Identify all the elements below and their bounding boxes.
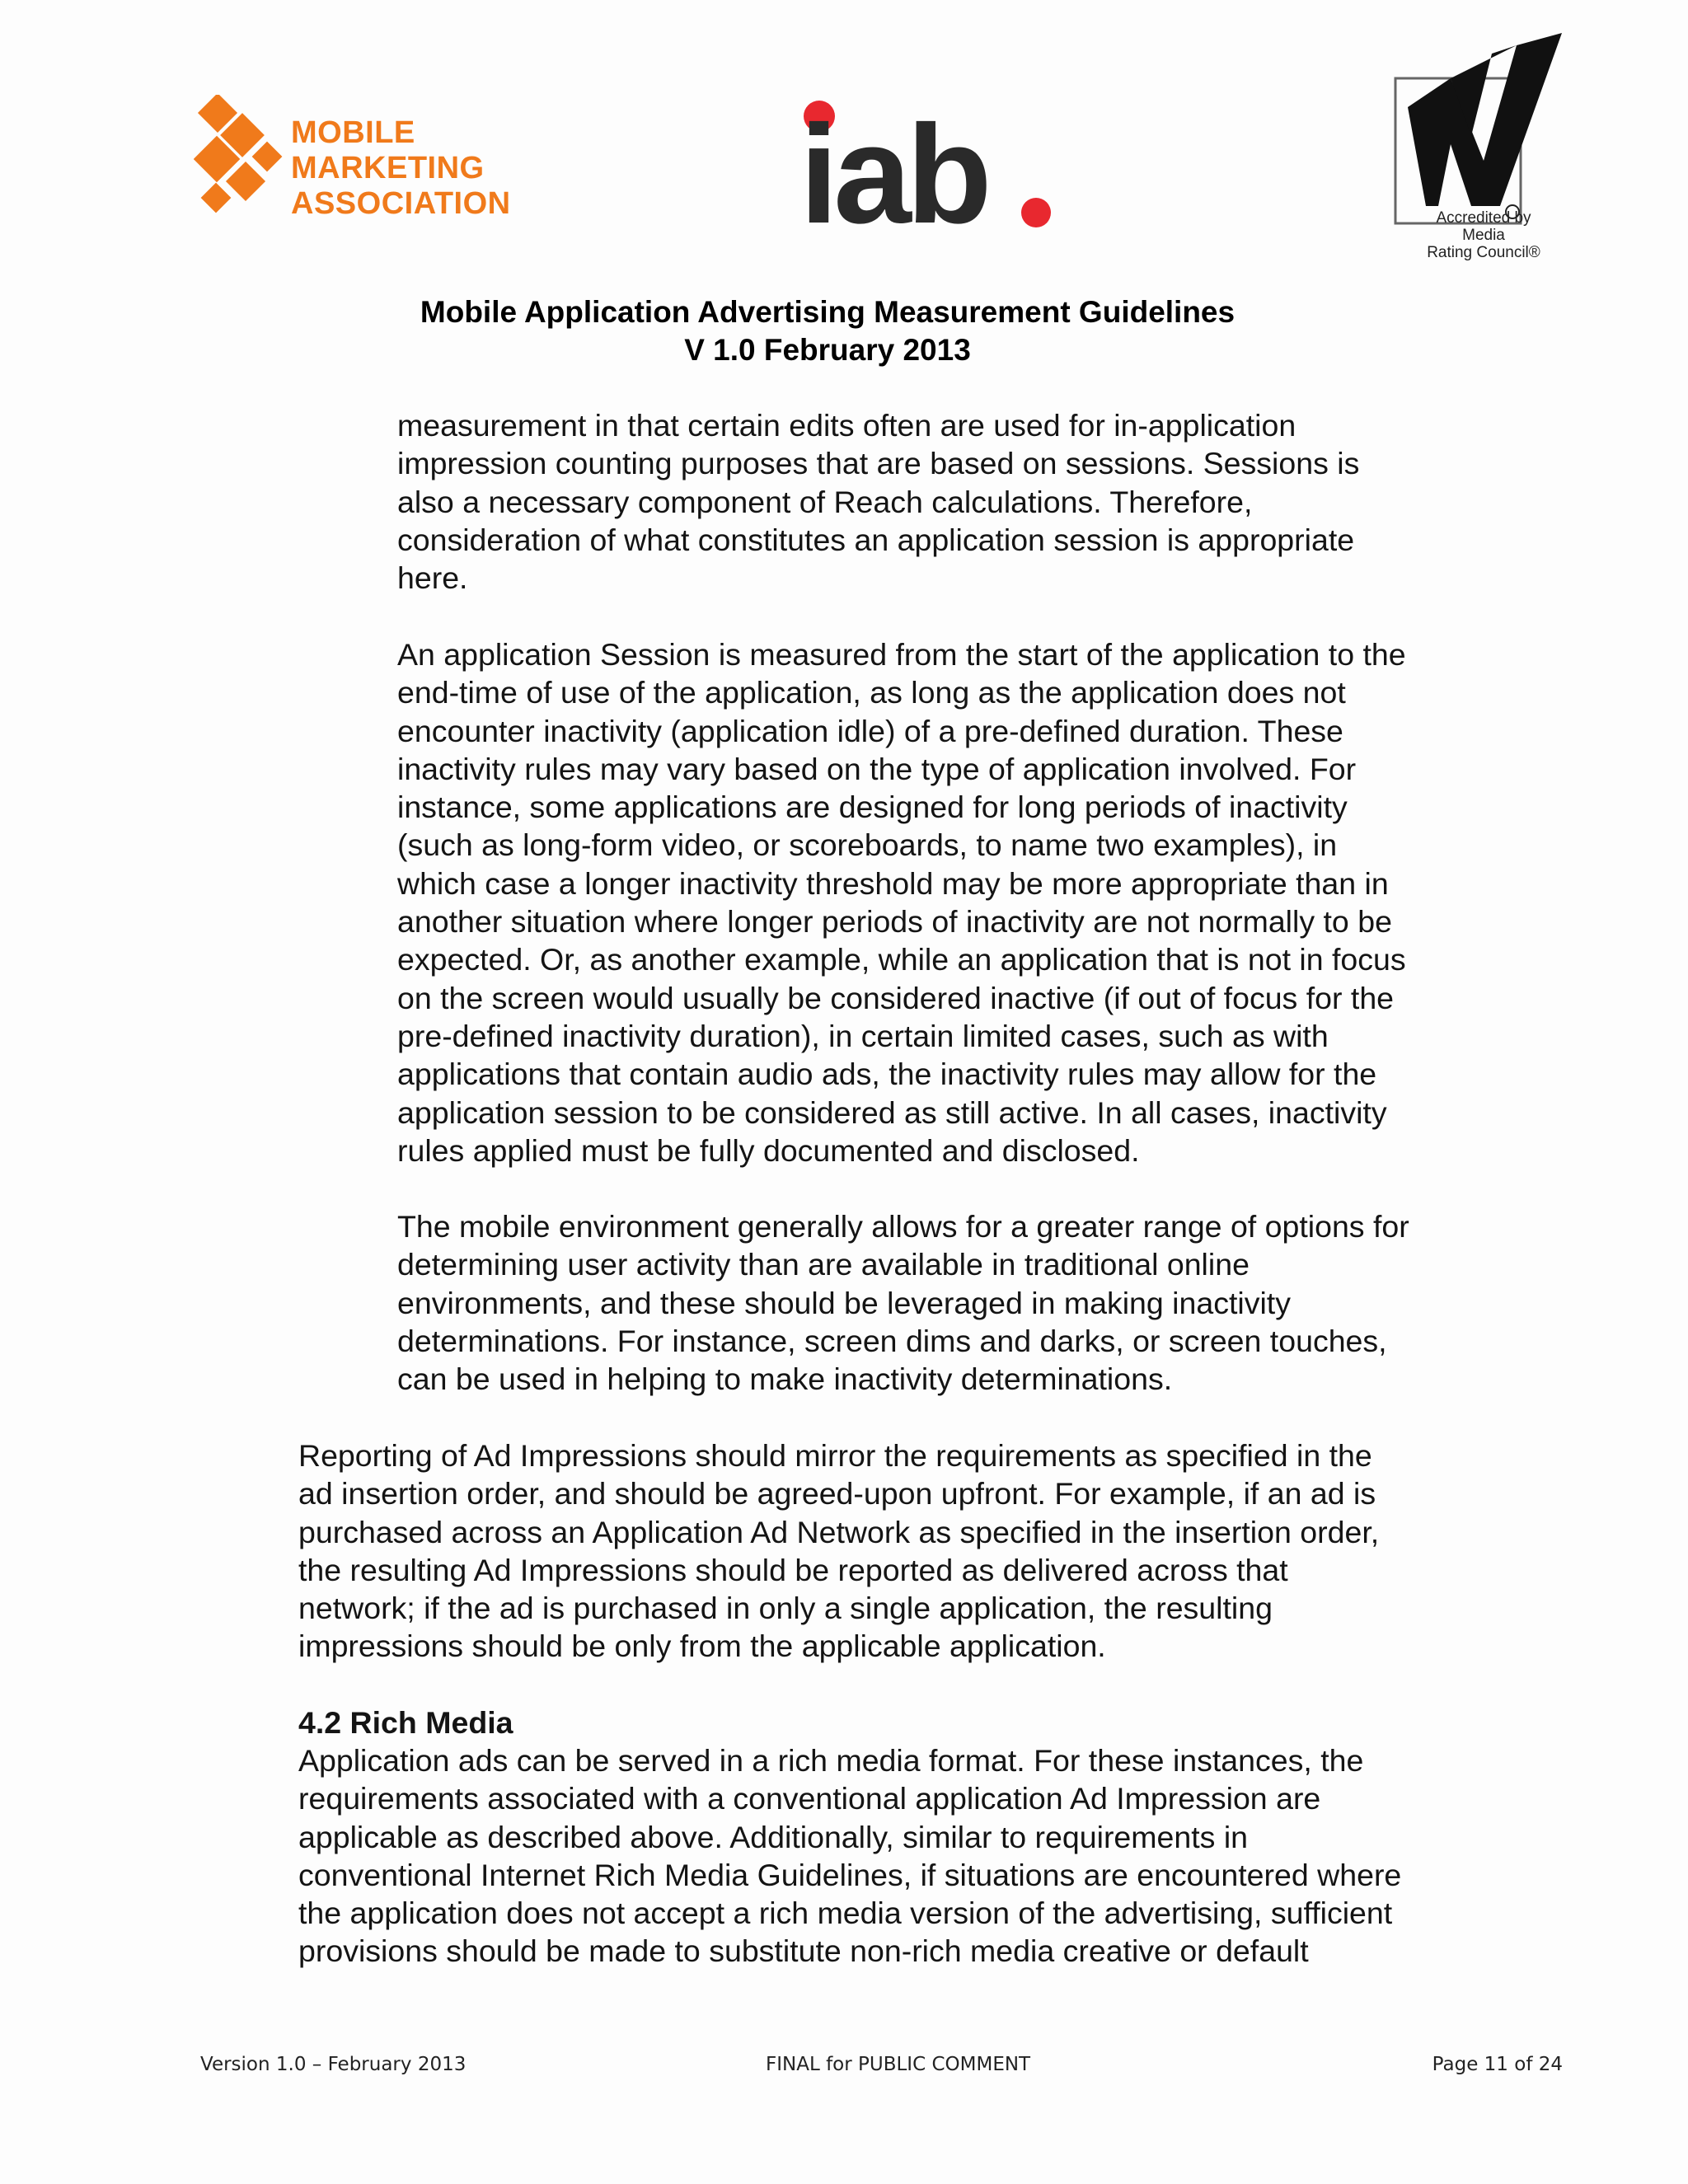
mrc-caption-line-2: Media [1462,227,1505,244]
text-line: network; if the ad is purchased in only a single application, the resulting [298,1591,1273,1626]
text-line: on the screen would usually be considered inactive (if out of focus for the [397,980,1395,1015]
section-heading-rich-media: 4.2 Rich Media [298,1705,513,1740]
mrc-caption-line-1: Accredited by [1436,209,1531,227]
text-line: rules applied must be fully documented and disclosed. [397,1132,1140,1168]
document-version: V 1.0 February 2013 [684,333,971,367]
text-line: which case a longer inactivity threshold may be more appropriate than in [397,865,1389,901]
text-line: environments, and these should be leveraged in making inactivity [397,1285,1291,1320]
text-line: expected. Or, as another example, while an application that is not in focus [397,942,1406,977]
media-rating-council-logo [1393,29,1570,268]
iab-logo [799,99,1063,231]
paragraph-mobile-environment [397,1207,1535,1398]
document-title: Mobile Application Advertising Measurement Guidelines [420,295,1236,329]
text-line: consideration of what constitutes an application session is appropriate [397,522,1355,557]
footer-page-number: Page 11 of 24 [1432,2054,1563,2075]
text-line: impression counting purposes that are based on sessions. Sessions is [397,446,1360,481]
mrc-caption-line-3: Rating Council® [1427,244,1540,261]
iab-dot-red [1021,198,1051,227]
text-line: measurement in that certain edits often are used for in-application [397,408,1296,443]
footer-version: Version 1.0 – February 2013 [200,2054,467,2075]
text-line: inactivity rules may vary based on the type of application involved. For [397,751,1357,786]
footer-status: FINAL for PUBLIC COMMENT [766,2054,1031,2075]
text-line: application session to be considered as still active. In all cases, inactivity [397,1094,1387,1130]
iab-wordmark: iab [799,99,987,231]
text-line: An application Session is measured from the start of the application to the [397,637,1406,672]
text-line: provisions should be made to substitute non-rich media creative or default [298,1933,1309,1969]
text-line: encounter inactivity (application idle) of a pre-defined duration. These [397,713,1343,748]
text-line: pre-defined inactivity duration), in certain limited cases, such as with [397,1018,1329,1053]
text-line: determinations. For instance, screen dims and darks, or screen touches, [397,1323,1387,1358]
text-line: the resulting Ad Impressions should be reported as delivered across that [298,1552,1288,1587]
mrc-checkmark-icon [1408,33,1562,206]
text-line: here. [397,560,468,596]
text-line: also a necessary component of Reach calculations. Therefore, [397,484,1253,519]
text-line: purchased across an Application Ad Network as specified in the insertion order, [298,1514,1380,1549]
text-line: conventional Internet Rich Media Guidelines, if situations are encountered where [298,1857,1402,1892]
paragraph-session-measurement [397,406,1535,597]
text-line: instance, some applications are designed for long periods of inactivity [397,790,1348,825]
text-line: (such as long-form video, or scoreboards, to name two examples), in [397,827,1338,863]
text-line: The mobile environment generally allows for a greater range of options for [397,1209,1409,1244]
paragraph-application-session [397,635,1535,1169]
mma-logo-line-3: ASSOCIATION [291,186,511,218]
text-line: another situation where longer periods of inactivity are not normally to be [397,904,1392,940]
mma-logo-line-2: MARKETING [291,151,485,185]
text-line: applications that contain audio ads, the inactivity rules may allow for the [397,1057,1377,1092]
text-line: ad insertion order, and should be agreed-upon upfront. For example, if an ad is [298,1476,1376,1511]
paragraph-rich-media [298,1741,1535,1971]
text-line: requirements associated with a conventional application Ad Impression are [298,1781,1321,1816]
text-line: impressions should be only from the applicable application. [298,1629,1106,1664]
text-line: Reporting of Ad Impressions should mirror the requirements as specified in the [298,1438,1372,1473]
paragraph-reporting-ad-impressions [298,1436,1535,1666]
mma-emblem-icon [194,95,282,213]
text-line: the application does not accept a rich media version of the advertising, sufficient [298,1896,1393,1931]
text-line: determining user activity than are available in traditional online [397,1247,1250,1282]
mobile-marketing-association-logo [194,95,523,218]
text-line: applicable as described above. Additionally, similar to requirements in [298,1819,1249,1854]
text-line: Application ads can be served in a rich media format. For these instances, the [298,1743,1364,1778]
mma-logo-line-1: MOBILE [291,115,415,150]
text-line: can be used in helping to make inactivity determinations. [397,1361,1173,1397]
text-line: end-time of use of the application, as long as the application does not [397,675,1346,710]
